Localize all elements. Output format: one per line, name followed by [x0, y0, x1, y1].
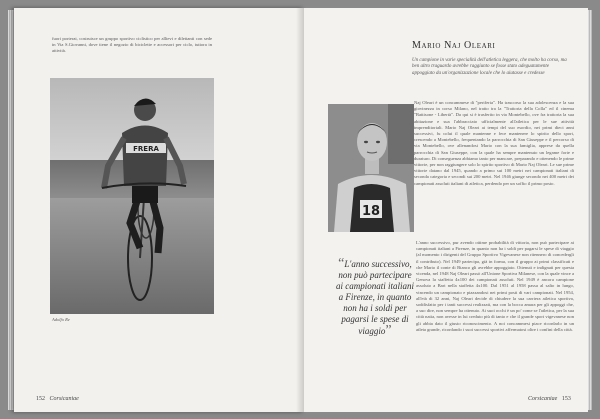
article-body-part1: Naj Oleari è un concammese di "periferia". Ha trascorso la sua adolescenza e la sua giovinezza in corso Milano, nel tratto tra la "Trattoria della Colla" ed il cinema "Battisone - Libertà". Da qui si è trasferito in via Montebello, ove fra trattoria la sua abitazione e sua l'abbracciato ufficialmente all'atletica per le sue attività imprenditoriali. Mario Naj Oleari ai tempi del suo esordio, nei primi dieci anni successivi, fu colui il quale mantenne e fece mantenere lo spirito dello sport, crescendo a Montebello, frequentando la parrocchia di San Giuseppe e il percorso di via Montebello, ove allenandosi Mario con la sua famiglia, apprese da quella parrocchia di San Giuseppe, con la quale ha sempre mantenuto un legame forte e duraturo. Di conseguenza abbiamo tanto per mancare, preparando e ottenendo le prime vittorie, per non raggiungere solo lo spirito sportivo di Mario Naj Oleari. Le sue prime vittorie datano dal 1945, quando a primo sui 100 metri nei campionati italiani di seconda categoria e secondi sui 200 metri. Nel 1946 giunge secondo nei 400 metri dei campionati assoluti italiani di atletica, perdendo per un soffio il primo posto.	[414, 100, 574, 186]
article-lead: Un campione in varie specialità dell'atletica leggera, che molto ha corso, ma ben altro traguardo avrebbe raggiunto se fosse stato adeguatamente appoggiato da un'organizzazione locale che lo aiutasse e credesse	[412, 58, 567, 76]
left-page-number: 152	[36, 396, 45, 402]
article-title: Mario Naj Oleari	[412, 40, 496, 51]
left-folio	[36, 396, 79, 402]
photo-caption: Adolfo Re	[52, 317, 70, 322]
right-page-number: 153	[561, 396, 571, 402]
quote-close-mark: ”	[385, 323, 392, 338]
left-page	[14, 8, 304, 412]
cyclist-photo	[50, 78, 214, 314]
athlete-photo	[328, 104, 414, 232]
article-body-part2: L'anno successivo, pur avendo ottime probabilità di vittoria, non può partecipare ai campionati italiani a Firenze, in quanto non ha i soldi per pagarsi le spese di viaggio (al momento i dirigenti del Gruppo Sportivo Vigevanese non ritennero di concedergli il contributo). Nel 1949 partecipa, già in forma, con il gruppo ai primi classificati e che Mario il conte di Bianco gli avrebbe appoggiato. Ottenuti e indignati per questa vicenda, nel 1948 Naj Oleari passò all'Unione Sportiva Milanese, con la quale vince a Genova la staffetta 4x100 dei campionati assoluti. Nel 1949 è ancora campione assoluto a Bari nella staffetta 4x100. Dal 1951 al 1958 passa al salto in lungo, vincendo un campionato e piazzandosi nei primi posti di vari campionati. Nel 1954, all'età di 32 anni, Naj Oleari decide di chiudere la sua carriera atletica sportiva, soddisfatto per i tanti successi realizzati, ma con la bocca amara per gli appoggi che, a suo dire, non sempre ha ottenuto. Ai suoi occhi è un po' come se l'atletica, per la sua città natia, non avesse in lui creduto più di tanto e che il grande sport vigevanese non gli abbia dato il giusto riconoscimento. A noi concammesi piace ricordarlo in un atleta grande, ricordando i suoi successi sportivi affermatosi oltre i confini della città.	[416, 240, 574, 332]
svg-text:18: 18	[361, 204, 381, 219]
right-running-title: Corsicaniae	[528, 396, 558, 402]
athlete-figure	[328, 104, 414, 232]
svg-text:FRERA: FRERA	[133, 145, 159, 153]
pull-quote-text: L'anno successivo, non può partecipare ai campionati italiani a Firenze, in quanto non ha i soldi per pagarsi le spese di viaggio	[336, 259, 414, 336]
right-folio	[528, 396, 571, 402]
quote-open-mark: “	[338, 256, 345, 271]
pull-quote	[334, 258, 416, 337]
cyclist-figure	[100, 88, 190, 308]
right-page	[304, 8, 588, 412]
left-intro-text: fuori porterai, costruisce un gruppo sportivo ciclistico per allievi e dilettanti con sede in Via S.Giovanni, dove tiene il negozio di biciclette e accessori per ciclo, tuttora in attività.	[52, 36, 212, 54]
left-running-title: Corsicaniae	[49, 396, 79, 402]
